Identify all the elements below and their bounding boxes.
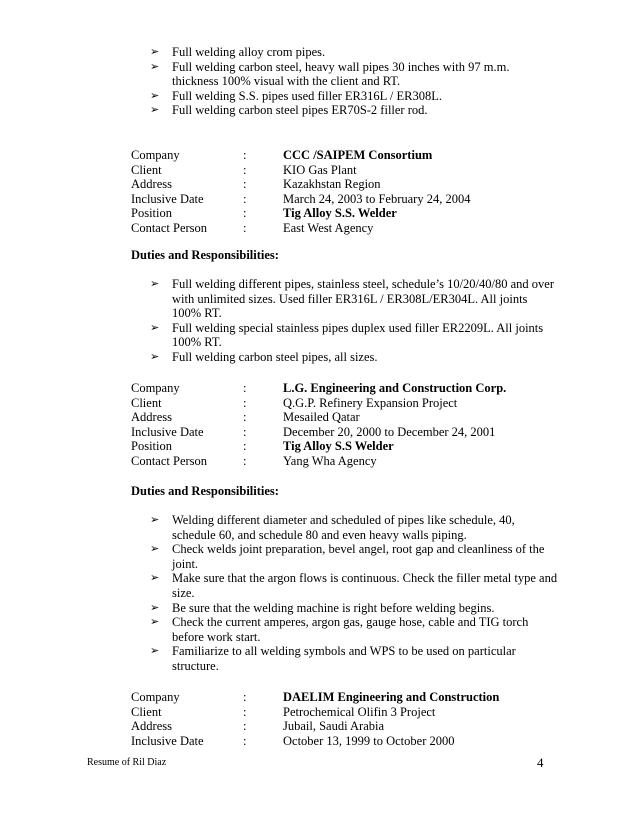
detail-row-inclusive-date: Inclusive Date : October 13, 1999 to October 2000 bbox=[131, 733, 455, 748]
list-item: ➢ Check welds joint preparation, bevel angel, root gap and cleanliness of the joint. bbox=[150, 542, 545, 571]
duties-heading: Duties and Responsibilities: bbox=[131, 248, 279, 262]
list-item: ➢ Full welding carbon steel, heavy wall pipes 30 inches with 97 m.m. thickness 100% visual with the client and RT. bbox=[150, 59, 510, 89]
list-item: ➢ Welding different diameter and scheduled of pipes like schedule, 40, schedule 60, and schedule 80 and even heavy walls piping. bbox=[150, 513, 515, 542]
list-item: ➢ Check the current amperes, argon gas, gauge hose, cable and TIG torch before work start. bbox=[150, 615, 529, 644]
arrow-bullet-icon: ➢ bbox=[150, 46, 160, 58]
detail-row-company: Company : L.G. Engineering and Construction Corp. bbox=[131, 381, 507, 395]
page-number: 4 bbox=[537, 755, 544, 770]
job1-details bbox=[131, 148, 551, 236]
detail-row-position: Position : Tig Alloy S.S Welder bbox=[131, 439, 394, 454]
welding-skills-list bbox=[148, 45, 558, 118]
list-item: ➢ Full welding carbon steel pipes ER70S-2 filler rod. bbox=[150, 103, 428, 118]
detail-row-client: Client : KIO Gas Plant bbox=[131, 162, 357, 177]
footer-title: Resume of Ril Diaz bbox=[87, 757, 167, 768]
detail-row-contact-person: Contact Person : Yang Wha Agency bbox=[131, 453, 377, 468]
detail-row-address: Address : Mesailed Qatar bbox=[131, 410, 360, 425]
detail-row-address: Address : Kazakhstan Region bbox=[131, 177, 381, 192]
detail-row-company: Company : DAELIM Engineering and Construction bbox=[131, 690, 500, 704]
job2-duties-list bbox=[148, 513, 558, 674]
detail-row-client: Client : Q.G.P. Refinery Expansion Project bbox=[131, 395, 458, 410]
job2-details bbox=[131, 381, 551, 469]
arrow-bullet-icon: ➢ bbox=[150, 60, 160, 73]
duties-heading: Duties and Responsibilities: bbox=[131, 484, 279, 498]
arrow-bullet-icon: ➢ bbox=[150, 104, 160, 117]
job3-details bbox=[131, 690, 551, 748]
arrow-bullet-icon: ➢ bbox=[150, 616, 160, 629]
job1-duties-list bbox=[148, 277, 558, 365]
arrow-bullet-icon: ➢ bbox=[150, 89, 160, 102]
list-item: ➢ Full welding S.S. pipes used filler ER316L / ER308L. bbox=[150, 88, 443, 103]
arrow-bullet-icon: ➢ bbox=[150, 350, 160, 363]
list-item: ➢ Familiarize to all welding symbols and WPS to be used on particular structure. bbox=[150, 644, 516, 673]
detail-row-address: Address : Jubail, Saudi Arabia bbox=[131, 719, 385, 734]
list-item: ➢ Full welding special stainless pipes duplex used filler ER2209L. All joints 100% RT. bbox=[150, 320, 544, 350]
arrow-bullet-icon: ➢ bbox=[150, 514, 160, 526]
detail-row-inclusive-date: Inclusive Date : December 20, 2000 to December 24, 2001 bbox=[131, 424, 496, 439]
list-item: ➢ Full welding alloy crom pipes. bbox=[150, 45, 326, 59]
arrow-bullet-icon: ➢ bbox=[150, 543, 160, 556]
detail-row-position: Position : Tig Alloy S.S. Welder bbox=[131, 206, 397, 221]
detail-row-contact-person: Contact Person : East West Agency bbox=[131, 220, 374, 235]
arrow-bullet-icon: ➢ bbox=[150, 601, 160, 614]
detail-row-company: Company : CCC /SAIPEM Consortium bbox=[131, 148, 433, 162]
list-item: ➢ Full welding different pipes, stainless steel, schedule’s 10/20/40/80 and over with unlimited sizes. Used filler ER316L / ER308L/ER304L. All joints 100% RT. bbox=[150, 277, 554, 321]
arrow-bullet-icon: ➢ bbox=[150, 278, 160, 290]
arrow-bullet-icon: ➢ bbox=[150, 572, 160, 585]
detail-row-client: Client : Petrochemical Olifin 3 Project bbox=[131, 704, 436, 719]
arrow-bullet-icon: ➢ bbox=[150, 645, 160, 658]
list-item: ➢ Full welding carbon steel pipes, all sizes. bbox=[150, 349, 378, 364]
detail-row-inclusive-date: Inclusive Date : March 24, 2003 to February 24, 2004 bbox=[131, 191, 471, 206]
arrow-bullet-icon: ➢ bbox=[150, 321, 160, 334]
list-item: ➢ Make sure that the argon flows is continuous. Check the filler metal type and size. bbox=[150, 571, 558, 600]
list-item: ➢ Be sure that the welding machine is right before welding begins. bbox=[150, 600, 495, 615]
